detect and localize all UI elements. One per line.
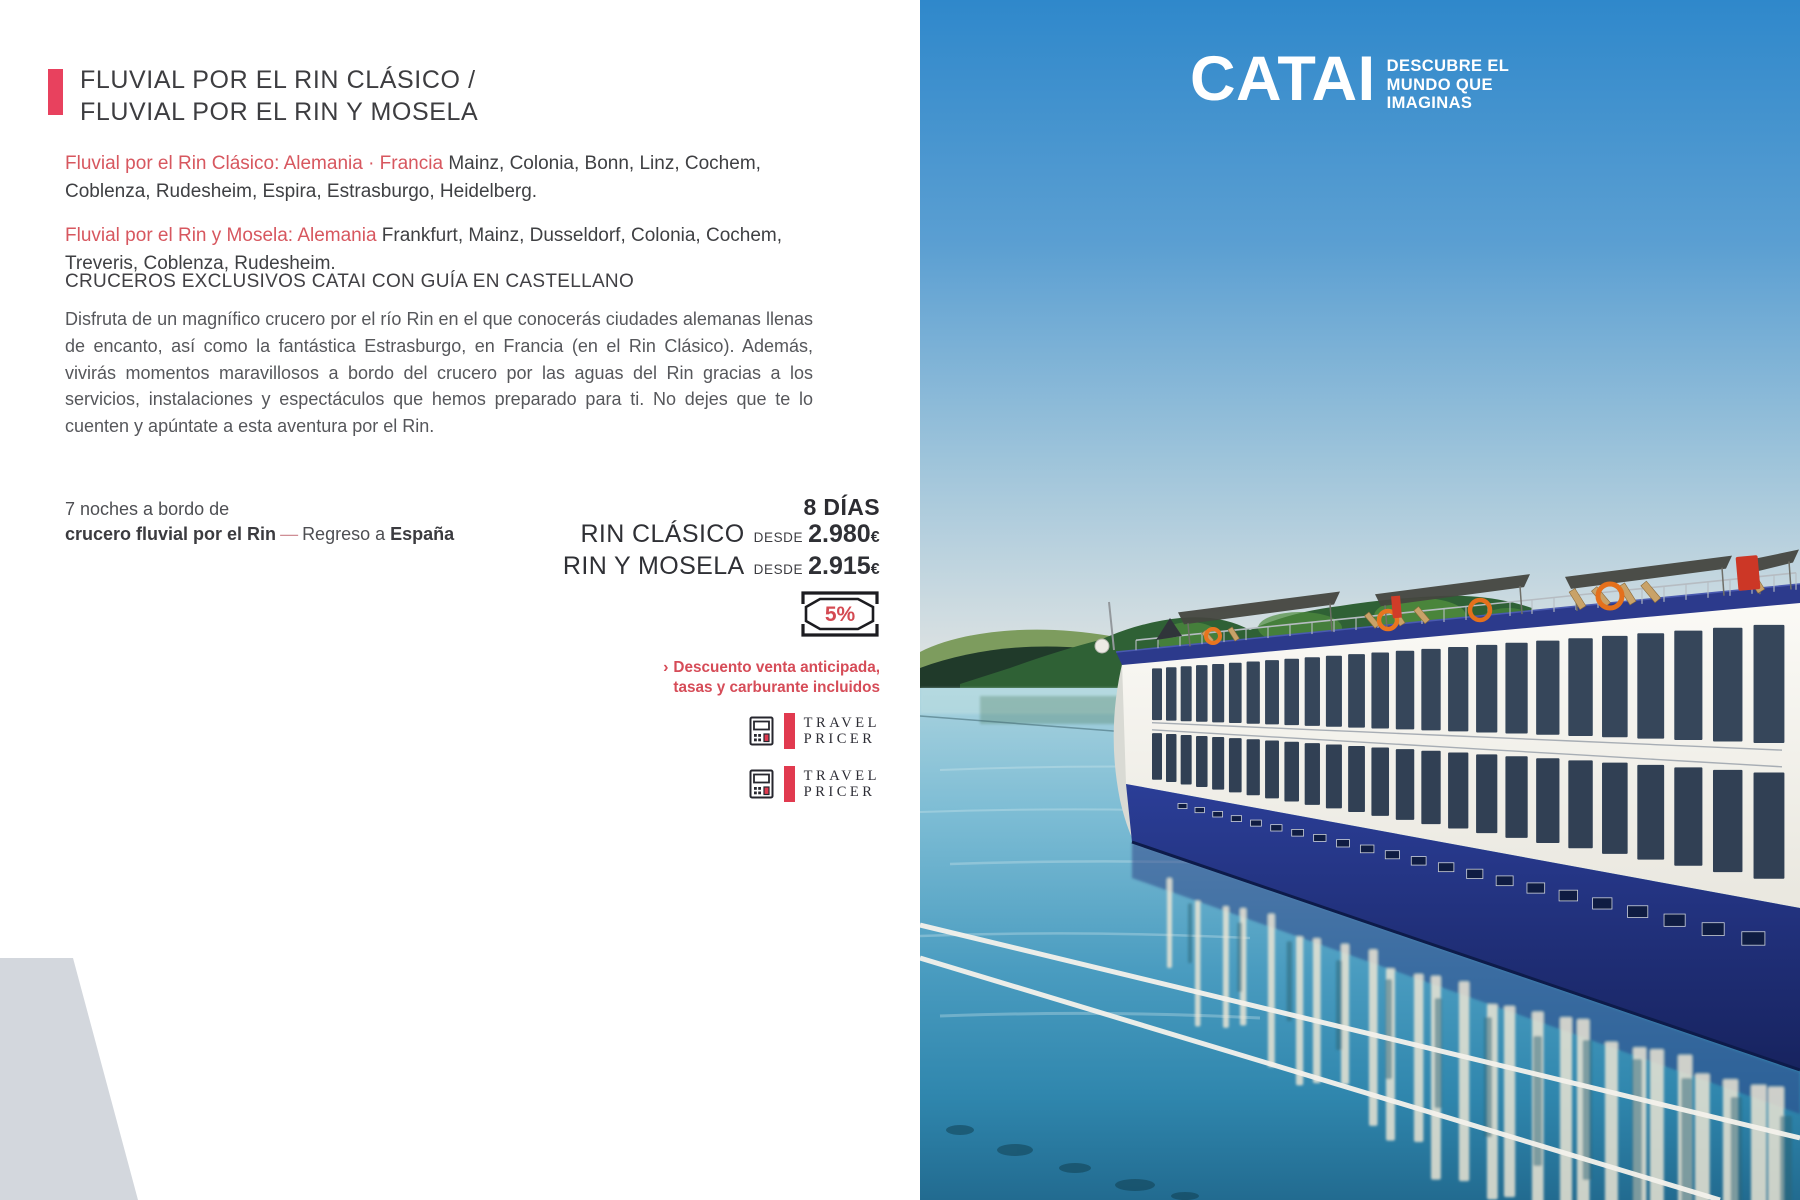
duration-block (65, 497, 454, 547)
price-currency: € (870, 561, 880, 578)
exclusive-cruises-subheading: CRUCEROS EXCLUSIVOS CATAI CON GUÍA EN CASTELLANO (65, 271, 635, 292)
title-accent-bar (48, 69, 63, 115)
price-row-rin-mosela (563, 552, 880, 584)
red-deck-box (1736, 555, 1761, 591)
duration-return-country: España (390, 524, 455, 544)
price-name: RIN CLÁSICO (580, 520, 745, 548)
discount-note-line2: tasas y carburante incluidos (673, 678, 880, 696)
route-lead: Fluvial por el Rin y Mosela: Alemania (65, 225, 377, 246)
discount-ticket-icon (800, 590, 880, 638)
route-cities: Frankfurt, Mainz, Dusseldorf, Colonia, Cochem, Treveris, Coblenza, Rudesheim. (65, 225, 783, 274)
discount-note (563, 658, 880, 697)
trip-description: Disfruta de un magnífico crucero por el río Rin en el que conocerás ciudades alemanas llenas de encanto, así como la fantástica Estrasburgo, en Francia (en el Rin Clásico). Además, vivirás momentos maravillosos a bordo del crucero por las aguas del Rin gracias a los servicios, instalaciones y espectáculos que hemos preparado para ti. No dejes que te lo cuenten y apúntate a esta aventura por el Rin. (65, 309, 813, 437)
discount-badge (563, 590, 880, 638)
duration-line1: 7 noches a bordo de (65, 499, 230, 519)
travel-pricer-logo (749, 713, 880, 749)
travel-pricer-red-bar (784, 713, 795, 749)
catai-logo (1190, 44, 1510, 114)
page-title-line1: FLUVIAL POR EL RIN CLÁSICO / (80, 66, 476, 94)
cruise-ship-illustration (920, 0, 1800, 1200)
duration-return-label: Regreso a (302, 524, 391, 544)
chevron-right-icon: › (663, 659, 669, 676)
page-title (80, 64, 478, 128)
river-cruise-photo (920, 0, 1800, 1200)
route-lead: Fluvial por el Rin Clásico: Alemania · Francia (65, 153, 444, 174)
travel-pricer-wordmark: TRAVEL PRICER (803, 715, 880, 747)
travel-pricer-red-bar (784, 766, 795, 802)
discount-badge-value: 5% (824, 603, 856, 626)
calculator-icon (749, 769, 775, 799)
red-deck-box (1391, 596, 1402, 619)
route-paragraph-rin-mosela (65, 222, 813, 277)
duration-dash: — (280, 524, 299, 544)
travel-pricer-logo (749, 766, 880, 802)
travel-pricer-wordmark: TRAVEL PRICER (803, 768, 880, 800)
corner-gray-triangle (0, 958, 140, 1200)
days-label: 8 DÍAS (803, 494, 880, 520)
page-title-line2: FLUVIAL POR EL RIN Y MOSELA (80, 98, 479, 126)
catai-wordmark: CATAI (1190, 44, 1376, 114)
catai-tagline: DESCUBRE EL MUNDO QUE IMAGINAS (1386, 57, 1510, 112)
route-paragraph-rin-clasico (65, 150, 813, 205)
price-name: RIN Y MOSELA (562, 552, 745, 580)
desde-label: DESDE (753, 530, 804, 545)
page-title-block (48, 64, 478, 128)
route-cities: Mainz, Colonia, Bonn, Linz, Cochem, Coblenza, Rudesheim, Espira, Estrasburgo, Heidelberg. (65, 153, 761, 202)
price-amount: 2.980 (808, 520, 871, 548)
travel-pricer-logos (563, 713, 880, 802)
duration-line2 (65, 522, 454, 547)
discount-note-line1: › Descuento venta anticipada, (663, 659, 880, 676)
duration-cruise-name: crucero fluvial por el Rin (65, 524, 277, 544)
pricing-block (563, 494, 880, 802)
price-amount: 2.915 (808, 552, 871, 580)
calculator-icon (749, 716, 775, 746)
desde-label: DESDE (753, 562, 804, 577)
price-currency: € (870, 529, 880, 546)
price-row-rin-clasico (563, 520, 880, 552)
radar-dome (1095, 639, 1109, 653)
